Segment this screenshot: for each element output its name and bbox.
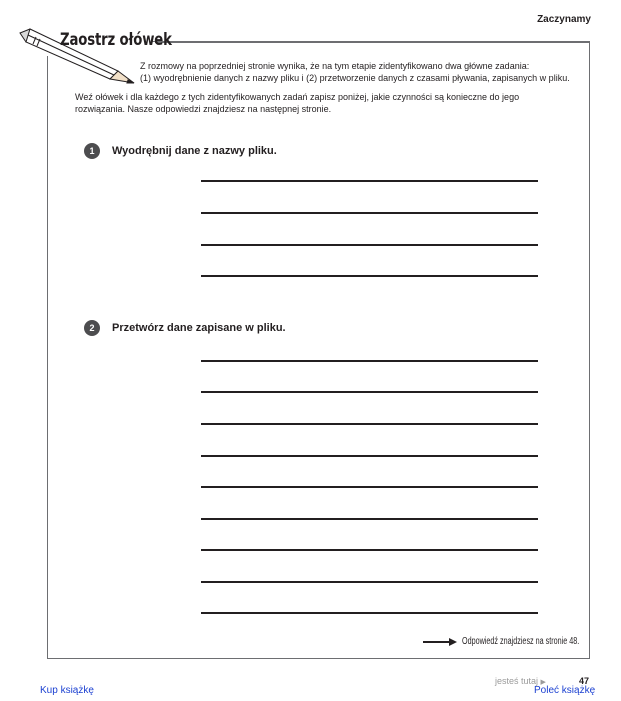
instructions-text: Weź ołówek i dla każdego z tych zidentyfikowanych zadań zapisz poniżej, jakie czynności są konieczne do jego rozwiązania. Nasze odpowiedzi znajdziesz na następnej stronie. <box>75 92 520 114</box>
answer-line <box>201 581 538 583</box>
chapter-title: Zaczynamy <box>537 14 591 25</box>
answer-line <box>201 612 538 614</box>
answer-line <box>201 360 538 362</box>
task-1 <box>84 143 277 159</box>
triangle-right-icon: ▶ <box>540 679 546 686</box>
task-2 <box>84 320 286 336</box>
answer-line <box>201 549 538 551</box>
arrow-right-icon <box>423 641 449 643</box>
answer-note-text: Odpowiedź znajdziesz na stronie 48. <box>462 636 580 647</box>
page-number: 47 <box>579 676 590 686</box>
exercise-box <box>47 42 590 659</box>
intro-line: Z rozmowy na poprzedniej stronie wynika, że na tym etapie zidentyfikowano dwa główne zadania: <box>140 61 530 71</box>
task-number-badge: 1 <box>84 143 100 159</box>
intro-text <box>140 60 585 84</box>
answer-line <box>201 275 538 277</box>
buy-book-link[interactable]: Kup książkę <box>40 685 94 696</box>
answer-note <box>423 636 621 647</box>
title-divider <box>152 41 590 42</box>
answer-line <box>201 180 538 182</box>
answer-line <box>201 244 538 246</box>
intro-line: (1) wyodrębnienie danych z nazwy pliku i (2) przetworzenie danych z czasami pływania, zapisanych w pliku. <box>140 73 570 83</box>
answer-line <box>201 455 538 457</box>
answer-line <box>201 212 538 214</box>
answer-line <box>201 486 538 488</box>
task-number-badge: 2 <box>84 320 100 336</box>
answer-line <box>201 391 538 393</box>
answer-line <box>201 423 538 425</box>
task-label: Przetwórz dane zapisane w pliku. <box>112 322 286 334</box>
recommend-book-link[interactable]: Poleć książkę <box>534 685 596 696</box>
answer-line <box>201 518 538 520</box>
exercise-title: Zaostrz ołówek <box>60 30 172 50</box>
arrow-head-icon <box>449 638 457 646</box>
task-label: Wyodrębnij dane z nazwy pliku. <box>112 145 277 157</box>
footer-tag-text: jesteś tutaj <box>495 676 539 686</box>
